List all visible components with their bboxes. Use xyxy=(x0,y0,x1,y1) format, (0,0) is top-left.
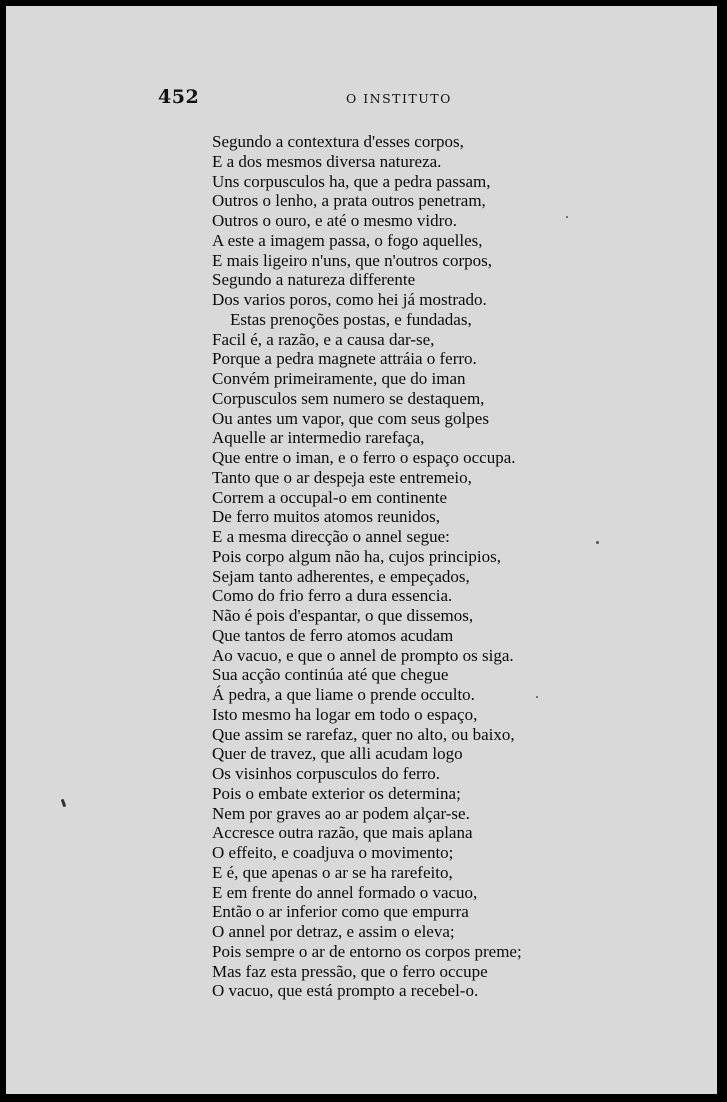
poem-line: Segundo a natureza differente xyxy=(212,270,416,290)
poem-line: Uns corpusculos ha, que a pedra passam, xyxy=(212,171,491,191)
poem-line: Mas faz esta pressão, que o ferro occupe xyxy=(212,961,488,981)
poem-line: Como do frio ferro a dura essencia. xyxy=(212,586,453,606)
print-speck xyxy=(536,696,538,698)
poem-line: Sua acção continúa até que chegue xyxy=(212,665,449,685)
poem-line: E a mesma direcção o annel segue: xyxy=(212,527,450,546)
page-header xyxy=(6,86,717,116)
poem-line: Tanto que o ar despeja este entremeio, xyxy=(212,467,472,487)
poem-line: Sejam tanto adherentes, e empeçados, xyxy=(212,566,470,586)
poem-line: Corpusculos sem numero se destaquem, xyxy=(212,388,485,408)
poem-line: Outros o ouro, e até o mesmo vidro. xyxy=(212,211,458,230)
poem-line: Porque a pedra magnete attráia o ferro. xyxy=(212,349,477,369)
print-speck xyxy=(61,799,67,808)
poem-line: O annel por detraz, e assim o eleva; xyxy=(212,922,455,941)
poem-line: Aquelle ar intermedio rarefaça, xyxy=(212,428,425,448)
poem-line: E mais ligeiro n'uns, que n'outros corpos, xyxy=(212,250,492,270)
poem-line: Quer de travez, que alli acudam logo xyxy=(212,744,463,764)
poem-text xyxy=(212,132,612,1001)
poem-line: Que tantos de ferro atomos acudam xyxy=(212,625,454,645)
poem-line: Então o ar inferior como que empurra xyxy=(212,902,469,922)
poem-line: E em frente do annel formado o vacuo, xyxy=(212,882,478,902)
poem-line: Estas prenoções postas, e fundadas, xyxy=(230,309,472,329)
poem-line: Pois sempre o ar de entorno os corpos preme; xyxy=(212,941,522,961)
poem-line: Facil é, a razão, e a causa dar-se, xyxy=(212,329,435,349)
print-speck xyxy=(596,541,599,544)
poem-line: Não é pois d'espantar, o que dissemos, xyxy=(212,606,474,625)
poem-line: Ou antes um vapor, que com seus golpes xyxy=(212,408,489,428)
poem-line: Segundo a contextura d'esses corpos, xyxy=(212,132,464,151)
poem-line: Outros o lenho, a prata outros penetram, xyxy=(212,191,486,211)
poem-line: E a dos mesmos diversa natureza. xyxy=(212,151,442,171)
poem-line: Os visinhos corpusculos do ferro. xyxy=(212,764,441,783)
poem-line: Nem por graves ao ar podem alçar-se. xyxy=(212,803,470,823)
poem-line: A este a imagem passa, o fogo aquelles, xyxy=(212,230,483,250)
poem-line: Dos varios poros, como hei já mostrado. xyxy=(212,290,487,309)
poem-line: O vacuo, que está prompto a recebel-o. xyxy=(212,981,479,1001)
poem-line: Que assim se rarefaz, quer no alto, ou baixo, xyxy=(212,724,515,744)
print-speck xyxy=(566,216,568,218)
poem-line: Accresce outra razão, que mais aplana xyxy=(212,823,473,843)
poem-line: Isto mesmo ha logar em todo o espaço, xyxy=(212,704,478,724)
poem-line: Correm a occupal-o em continente xyxy=(212,487,448,507)
poem-line: E é, que apenas o ar se ha rarefeito, xyxy=(212,862,453,882)
page-number: 452 xyxy=(158,86,200,108)
running-title: O INSTITUTO xyxy=(346,91,452,106)
poem-line: Pois corpo algum não ha, cujos principios, xyxy=(212,546,501,566)
poem-line: Que entre o iman, e o ferro o espaço occupa. xyxy=(212,448,516,467)
poem-line: Convém primeiramente, que do iman xyxy=(212,369,466,388)
poem-line: De ferro muitos atomos reunidos, xyxy=(212,507,441,527)
poem-line: Ao vacuo, e que o annel de prompto os siga. xyxy=(212,645,514,665)
poem-line: Pois o embate exterior os determina; xyxy=(212,783,461,803)
poem-line: Á pedra, a que liame o prende occulto. xyxy=(212,685,475,704)
poem-line: O effeito, e coadjuva o movimento; xyxy=(212,843,454,862)
book-page xyxy=(6,6,717,1094)
